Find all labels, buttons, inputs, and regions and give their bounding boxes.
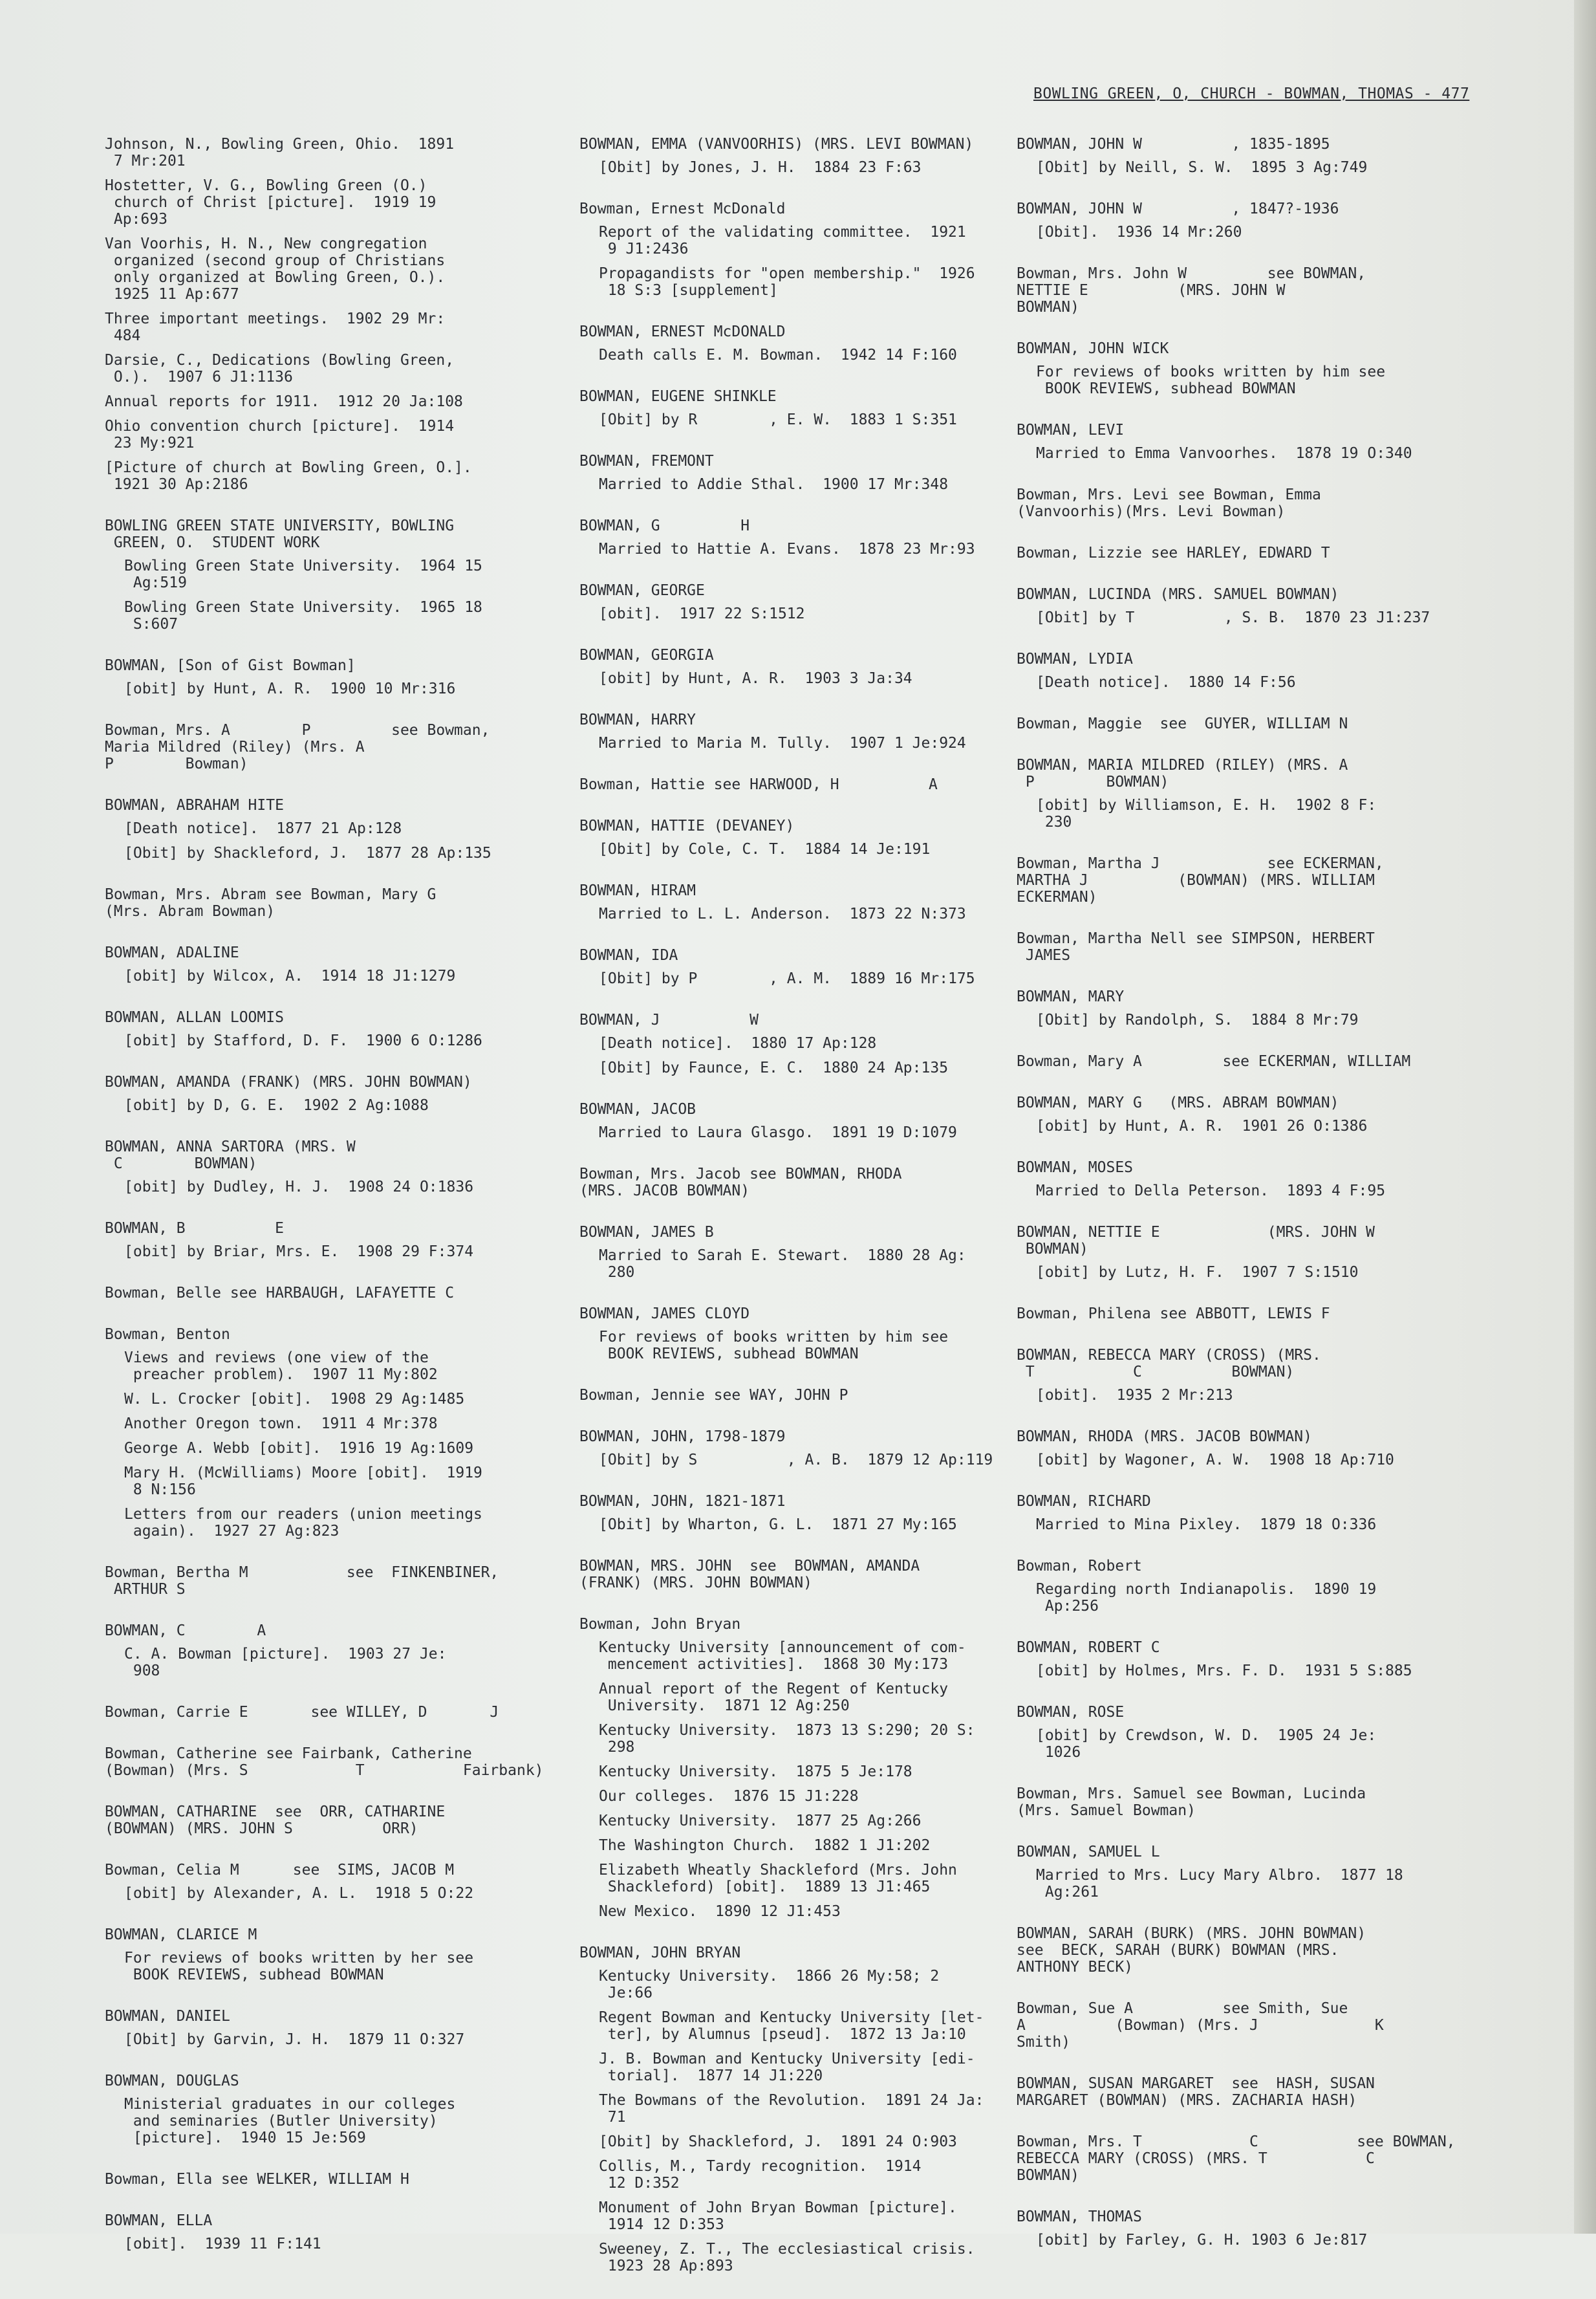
index-entry [105, 944, 545, 985]
index-entry [579, 776, 1006, 793]
entry-heading: BOWMAN, ERNEST McDONALD [579, 323, 786, 340]
entry-heading: BOWMAN, DOUGLAS [105, 2073, 239, 2089]
index-entry [1017, 2000, 1463, 2051]
citation-line: Another Oregon town. 1911 4 Mr:378 [124, 1415, 438, 1432]
citation-line: [Obit] by Randolph, S. 1884 8 Mr:79 [1036, 1012, 1359, 1029]
citation-line: Death calls E. M. Bowman. 1942 14 F:160 [599, 347, 957, 364]
index-entry [579, 518, 1006, 558]
index-entry [579, 201, 1006, 299]
citation-line: Married to Hattie A. Evans. 1878 23 Mr:93 [599, 541, 975, 558]
citation-line: W. L. Crocker [obit]. 1908 29 Ag:1485 [124, 1391, 465, 1408]
citation-line: George A. Webb [obit]. 1916 19 Ag:1609 [124, 1440, 474, 1457]
citation-line: [obit]. 1935 2 Mr:213 [1036, 1387, 1233, 1404]
entry-heading: BOWMAN, ALLAN LOOMIS [105, 1009, 284, 1026]
citation-line: [Obit] by Cole, C. T. 1884 14 Je:191 [599, 841, 931, 858]
citation-line: Bowling Green State University. 1965 18 S:607 [124, 599, 482, 633]
index-entry [1017, 2133, 1463, 2184]
citation-line: Our colleges. 1876 15 J1:228 [599, 1788, 859, 1805]
citation-line: [Picture of church at Bowling Green, O.]. 1921 30 Ap:2186 [105, 459, 472, 493]
index-entry [1017, 201, 1463, 241]
index-entry [105, 722, 545, 772]
citation-line: [Obit]. 1936 14 Mr:260 [1036, 224, 1242, 241]
citation-line: Elizabeth Wheatly Shackleford (Mrs. John Shackleford) [obit]. 1889 13 J1:465 [599, 1862, 957, 1895]
cross-reference: Bowman, Mrs. Jacob see BOWMAN, RHODA (MRS. JACOB BOWMAN) [579, 1166, 902, 1199]
citation-line: [obit] by Farley, G. H. 1903 6 Je:817 [1036, 2232, 1368, 2249]
entry-heading: BOWMAN, JAMES B [579, 1224, 714, 1241]
index-entry [1017, 651, 1463, 691]
index-entry [1017, 855, 1463, 906]
cross-reference: Bowman, Mrs. T C see BOWMAN, REBECCA MARY (CROSS) (MRS. T C BOWMAN) [1017, 2133, 1456, 2184]
citation-line: Regarding north Indianapolis. 1890 19 Ap:256 [1036, 1581, 1377, 1615]
entry-heading: BOWMAN, REBECCA MARY (CROSS) (MRS. T C BOWMAN) [1017, 1347, 1321, 1380]
entry-heading: BOWMAN, RHODA (MRS. JACOB BOWMAN) [1017, 1428, 1312, 1445]
index-entry [105, 2073, 545, 2146]
cross-reference: Bowman, Catherine see Fairbank, Catherine (Bowman) (Mrs. S T Fairbank) [105, 1745, 544, 1779]
cross-reference: BOWMAN, CATHARINE see ORR, CATHARINE (BOWMAN) (MRS. JOHN S ORR) [105, 1803, 446, 1837]
page-header: BOWLING GREEN, O, CHURCH - BOWMAN, THOMAS - 477 [1033, 85, 1470, 102]
citation-line: Regent Bowman and Kentucky University [let- ter], by Alumnus [pseud]. 1872 13 Ja:10 [599, 2009, 984, 2043]
citation-line: [obit] by Dudley, H. J. 1908 24 O:1836 [124, 1179, 474, 1195]
citation-line: [Obit] by Wharton, G. L. 1871 27 My:165 [599, 1516, 957, 1533]
index-entry [1017, 136, 1463, 176]
index-entry [105, 1704, 545, 1721]
citation-line: New Mexico. 1890 12 J1:453 [599, 1903, 841, 1920]
index-entry [1017, 2208, 1463, 2249]
citation-line: [Death notice]. 1877 21 Ap:128 [124, 820, 402, 837]
index-entry [1017, 1558, 1463, 1615]
index-entry [105, 1074, 545, 1114]
entry-heading: BOWMAN, EUGENE SHINKLE [579, 388, 777, 405]
entry-heading: BOWMAN, ANNA SARTORA (MRS. W C BOWMAN) [105, 1139, 356, 1172]
cross-reference: Bowman, Ella see WELKER, WILLIAM H [105, 2171, 409, 2188]
citation-line: Ohio convention church [picture]. 1914 23 My:921 [105, 418, 455, 452]
citation-line: [obit]. 1939 11 F:141 [124, 2236, 321, 2252]
citation-line: [obit]. 1917 22 S:1512 [599, 605, 805, 622]
citation-line: For reviews of books written by him see BOOK REVIEWS, subhead BOWMAN [1036, 364, 1386, 397]
entry-heading: BOWMAN, FREMONT [579, 453, 714, 470]
citation-line: Report of the validating committee. 1921 9 J1:2436 [599, 224, 966, 257]
citation-line: [obit] by Wagoner, A. W. 1908 18 Ap:710 [1036, 1452, 1394, 1468]
index-entry [579, 1493, 1006, 1533]
entry-heading: BOWMAN, LYDIA [1017, 651, 1134, 668]
cross-reference: Bowman, Carrie E see WILLEY, D J [105, 1704, 499, 1721]
citation-line: [Obit] by Shackleford, J. 1891 24 O:903 [599, 2133, 957, 2150]
citation-line: Married to Addie Sthal. 1900 17 Mr:348 [599, 476, 949, 493]
entry-heading: BOWMAN, LEVI [1017, 422, 1125, 439]
citation-line: The Bowmans of the Revolution. 1891 24 Ja: 71 [599, 2092, 984, 2126]
cross-reference: BOWMAN, SARAH (BURK) (MRS. JOHN BOWMAN) see BECK, SARAH (BURK) BOWMAN (MRS. ANTHONY BECK) [1017, 1925, 1366, 1976]
citation-line: Views and reviews (one view of the preacher problem). 1907 11 My:802 [124, 1349, 438, 1383]
cross-reference: Bowman, Sue A see Smith, Sue A (Bowman) (Mrs. J K Smith) [1017, 2000, 1384, 2051]
citation-line: [obit] by Hunt, A. R. 1903 3 Ja:34 [599, 670, 912, 687]
citation-line: Collis, M., Tardy recognition. 1914 12 D:352 [599, 2158, 922, 2192]
citation-line: Johnson, N., Bowling Green, Ohio. 1891 7 Mr:201 [105, 136, 455, 169]
entry-heading: BOWMAN, JOHN W , 1847?-1936 [1017, 201, 1339, 217]
index-entry [579, 1558, 1006, 1591]
entry-heading: Bowman, Ernest McDonald [579, 201, 786, 217]
index-entry [105, 657, 545, 697]
entry-heading: BOWMAN, MARIA MILDRED (RILEY) (MRS. A P BOWMAN) [1017, 757, 1348, 790]
entry-heading: BOWMAN, JOHN WICK [1017, 340, 1169, 357]
citation-line: Sweeney, Z. T., The ecclesiastical crisis. 1923 28 Ap:893 [599, 2241, 975, 2274]
index-entry [105, 136, 545, 493]
index-entry [579, 712, 1006, 752]
index-entry [579, 1305, 1006, 1362]
index-entry [579, 1166, 1006, 1199]
index-entry [1017, 265, 1463, 316]
index-entry [579, 1012, 1006, 1076]
index-entry [1017, 988, 1463, 1029]
citation-line: Married to L. L. Anderson. 1873 22 N:373 [599, 906, 966, 922]
citation-line: [Obit] by T , S. B. 1870 23 J1:237 [1036, 609, 1430, 626]
citation-line: [Obit] by Garvin, J. H. 1879 11 O:327 [124, 2031, 465, 2048]
cross-reference: BOWMAN, MRS. JOHN see BOWMAN, AMANDA (FRANK) (MRS. JOHN BOWMAN) [579, 1558, 920, 1591]
index-entry [105, 1326, 545, 1540]
entry-heading: BOWMAN, AMANDA (FRANK) (MRS. JOHN BOWMAN) [105, 1074, 472, 1091]
citation-line: J. B. Bowman and Kentucky University [edi- torial]. 1877 14 J1:220 [599, 2051, 975, 2084]
index-entry [579, 1945, 1006, 2274]
index-entry [1017, 1159, 1463, 1199]
index-entry [1017, 1224, 1463, 1281]
entry-heading: BOWMAN, MARY [1017, 988, 1125, 1005]
index-entry [579, 947, 1006, 987]
index-entry [1017, 545, 1463, 561]
index-entry [105, 1285, 545, 1302]
entry-heading: BOWMAN, IDA [579, 947, 678, 964]
entry-heading: BOWMAN, JAMES CLOYD [579, 1305, 750, 1322]
citation-line: [obit] by Wilcox, A. 1914 18 J1:1279 [124, 968, 456, 985]
citation-line: Letters from our readers (union meetings again). 1927 27 Ag:823 [124, 1506, 482, 1540]
index-entry [1017, 2075, 1463, 2109]
cross-reference: Bowman, Celia M see SIMS, JACOB M [105, 1862, 455, 1879]
index-entry [1017, 340, 1463, 397]
entry-heading: BOWMAN, JOHN, 1798-1879 [579, 1428, 786, 1445]
index-entry [579, 1428, 1006, 1468]
entry-heading: BOWMAN, ROBERT C [1017, 1639, 1160, 1656]
index-entry [579, 136, 1006, 176]
entry-heading: BOWMAN, ROSE [1017, 1704, 1125, 1721]
index-entry [579, 388, 1006, 428]
index-entry [105, 1926, 545, 1983]
citation-line: [Death notice]. 1880 14 F:56 [1036, 674, 1296, 691]
cross-reference: Bowman, Hattie see HARWOOD, H A [579, 776, 938, 793]
entry-heading: BOWMAN, MARY G (MRS. ABRAM BOWMAN) [1017, 1095, 1339, 1111]
citation-line: Kentucky University. 1873 13 S:290; 20 S: 298 [599, 1722, 975, 1756]
citation-line: [obit] by D, G. E. 1902 2 Ag:1088 [124, 1097, 429, 1114]
citation-line: Three important meetings. 1902 29 Mr: 484 [105, 311, 446, 344]
citation-line: Mary H. (McWilliams) Moore [obit]. 1919 8 N:156 [124, 1465, 482, 1498]
index-entry [1017, 1639, 1463, 1679]
column-2 [579, 136, 1006, 2299]
entry-heading: BOWMAN, JACOB [579, 1101, 696, 1118]
index-entry [1017, 486, 1463, 520]
citation-line: Married to Maria M. Tully. 1907 1 Je:924 [599, 735, 966, 752]
citation-line: Propagandists for "open membership." 1926 18 S:3 [supplement] [599, 265, 975, 299]
index-entry [1017, 1493, 1463, 1533]
index-entry [1017, 1053, 1463, 1070]
citation-line: Darsie, C., Dedications (Bowling Green, O.). 1907 6 J1:1136 [105, 352, 455, 386]
entry-heading: BOWMAN, JOHN W , 1835-1895 [1017, 136, 1330, 153]
cross-reference: Bowman, Jennie see WAY, JOHN P [579, 1387, 848, 1404]
index-entry [105, 1803, 545, 1837]
index-entry [105, 2212, 545, 2252]
entry-heading: BOWMAN, ADALINE [105, 944, 239, 961]
cross-reference: Bowman, Bertha M see FINKENBINER, ARTHUR S [105, 1564, 499, 1598]
entry-heading: Bowman, Robert [1017, 1558, 1142, 1574]
page-edge [1574, 0, 1596, 2234]
entry-heading: BOWMAN, B E [105, 1220, 284, 1237]
index-entry [105, 1745, 545, 1779]
index-entry [105, 2171, 545, 2188]
entry-heading: BOWMAN, HARRY [579, 712, 696, 728]
index-entry [579, 453, 1006, 493]
citation-line: C. A. Bowman [picture]. 1903 27 Je: 908 [124, 1646, 447, 1679]
entry-heading: BOWMAN, HATTIE (DEVANEY) [579, 818, 795, 834]
citation-line: Annual reports for 1911. 1912 20 Ja:108 [105, 393, 463, 410]
citation-line: Annual report of the Regent of Kentucky University. 1871 12 Ag:250 [599, 1681, 949, 1714]
cross-reference: BOWMAN, SUSAN MARGARET see HASH, SUSAN MARGARET (BOWMAN) (MRS. ZACHARIA HASH) [1017, 2075, 1375, 2109]
citation-line: [obit] by Alexander, A. L. 1918 5 O:22 [124, 1885, 474, 1902]
citation-line: [Obit] by R , E. W. 1883 1 S:351 [599, 411, 957, 428]
entry-heading: BOWMAN, SAMUEL L [1017, 1844, 1160, 1860]
index-entry [579, 323, 1006, 364]
column-1 [105, 136, 545, 2277]
entry-heading: BOWMAN, JOHN BRYAN [579, 1945, 741, 1961]
entry-heading: BOWMAN, LUCINDA (MRS. SAMUEL BOWMAN) [1017, 586, 1339, 603]
index-entry [1017, 1844, 1463, 1901]
index-entry [1017, 757, 1463, 831]
cross-reference: Bowman, Martha J see ECKERMAN, MARTHA J (BOWMAN) (MRS. WILLIAM ECKERMAN) [1017, 855, 1384, 906]
index-entry [579, 1224, 1006, 1281]
citation-line: [obit] by Holmes, Mrs. F. D. 1931 5 S:885 [1036, 1662, 1412, 1679]
citation-line: [obit] by Lutz, H. F. 1907 7 S:1510 [1036, 1264, 1359, 1281]
index-entry [1017, 930, 1463, 964]
citation-line: [obit] by Williamson, E. H. 1902 8 F: 230 [1036, 797, 1377, 831]
index-entry [579, 1387, 1006, 1404]
entry-heading: Bowman, John Bryan [579, 1616, 741, 1633]
index-entry [579, 818, 1006, 858]
citation-line: [obit] by Hunt, A. R. 1900 10 Mr:316 [124, 681, 456, 697]
cross-reference: Bowman, Maggie see GUYER, WILLIAM N [1017, 715, 1348, 732]
citation-line: [obit] by Briar, Mrs. E. 1908 29 F:374 [124, 1243, 474, 1260]
index-entry [1017, 422, 1463, 462]
entry-heading: Bowman, Benton [105, 1326, 230, 1343]
citation-line: Kentucky University. 1866 26 My:58; 2 Je:66 [599, 1968, 940, 2001]
index-entry [1017, 586, 1463, 626]
citation-line: [Obit] by Neill, S. W. 1895 3 Ag:749 [1036, 159, 1368, 176]
column-3 [1017, 136, 1463, 2273]
entry-heading: BOWMAN, HIRAM [579, 882, 696, 899]
index-entry [1017, 1704, 1463, 1761]
entry-heading: BOWMAN, NETTIE E (MRS. JOHN W BOWMAN) [1017, 1224, 1375, 1258]
entry-heading: BOWMAN, J W [579, 1012, 759, 1029]
entry-heading: BOWMAN, C A [105, 1622, 266, 1639]
citation-line: Married to Della Peterson. 1893 4 F:95 [1036, 1182, 1386, 1199]
index-entry [105, 2008, 545, 2048]
index-entry [1017, 1428, 1463, 1468]
citation-line: For reviews of books written by him see BOOK REVIEWS, subhead BOWMAN [599, 1329, 949, 1362]
index-entry [1017, 1347, 1463, 1404]
citation-line: The Washington Church. 1882 1 J1:202 [599, 1837, 931, 1854]
citation-line: [obit] by Crewdson, W. D. 1905 24 Je: 1026 [1036, 1727, 1377, 1761]
index-entry [579, 1616, 1006, 1920]
citation-line: Married to Emma Vanvoorhes. 1878 19 O:340 [1036, 445, 1412, 462]
index-entry [105, 1622, 545, 1679]
cross-reference: Bowman, Mrs. Samuel see Bowman, Lucinda (Mrs. Samuel Bowman) [1017, 1785, 1366, 1819]
index-entry [105, 518, 545, 633]
index-entry [105, 1139, 545, 1195]
citation-line: Kentucky University [announcement of com- mencement activities]. 1868 30 My:173 [599, 1639, 966, 1673]
cross-reference: Bowman, Mrs. Abram see Bowman, Mary G (Mrs. Abram Bowman) [105, 886, 437, 920]
citation-line: Married to Mina Pixley. 1879 18 O:336 [1036, 1516, 1377, 1533]
entry-heading: BOWMAN, CLARICE M [105, 1926, 257, 1943]
index-entry [1017, 1305, 1463, 1322]
cross-reference: Bowman, Mary A see ECKERMAN, WILLIAM [1017, 1053, 1411, 1070]
citation-line: For reviews of books written by her see BOOK REVIEWS, subhead BOWMAN [124, 1950, 474, 1983]
cross-reference: Bowman, Lizzie see HARLEY, EDWARD T [1017, 545, 1330, 561]
cross-reference: Bowman, Philena see ABBOTT, LEWIS F [1017, 1305, 1330, 1322]
citation-line: Married to Laura Glasgo. 1891 19 D:1079 [599, 1124, 957, 1141]
entry-heading: BOWMAN, EMMA (VANVOORHIS) (MRS. LEVI BOWMAN) [579, 136, 974, 153]
citation-line: Kentucky University. 1875 5 Je:178 [599, 1763, 912, 1780]
cross-reference: Bowman, Mrs. John W see BOWMAN, NETTIE E (MRS. JOHN W BOWMAN) [1017, 265, 1366, 316]
entry-heading: BOWMAN, ELLA [105, 2212, 213, 2229]
entry-heading: BOWMAN, THOMAS [1017, 2208, 1142, 2225]
entry-heading: BOWMAN, RICHARD [1017, 1493, 1151, 1510]
citation-line: Van Voorhis, H. N., New congregation organized (second group of Christians only organized at Bowling Green, O.). 1925 11 Ap:677 [105, 235, 446, 303]
citation-line: [obit] by Stafford, D. F. 1900 6 O:1286 [124, 1032, 482, 1049]
index-entry [579, 1101, 1006, 1141]
index-entry [105, 1009, 545, 1049]
entry-heading: BOWMAN, GEORGE [579, 582, 705, 599]
entry-heading: BOWMAN, [Son of Gist Bowman] [105, 657, 356, 674]
index-entry [105, 886, 545, 920]
citation-line: Ministerial graduates in our colleges and seminaries (Butler University) [picture]. 1940 15 Je:569 [124, 2096, 456, 2146]
entry-heading: BOWMAN, JOHN, 1821-1871 [579, 1493, 786, 1510]
cross-reference: Bowman, Martha Nell see SIMPSON, HERBERT JAMES [1017, 930, 1375, 964]
entry-heading: BOWMAN, MOSES [1017, 1159, 1134, 1176]
entry-heading: BOWMAN, G H [579, 518, 750, 534]
index-entry [105, 1564, 545, 1598]
citation-line: [Obit] by S , A. B. 1879 12 Ap:119 [599, 1452, 993, 1468]
index-entry [105, 1220, 545, 1260]
index-entry [579, 582, 1006, 622]
entry-heading: BOWMAN, GEORGIA [579, 647, 714, 664]
entry-heading: BOWMAN, ABRAHAM HITE [105, 797, 284, 814]
citation-line: Married to Sarah E. Stewart. 1880 28 Ag: 280 [599, 1247, 966, 1281]
index-entry [105, 1862, 545, 1902]
index-entry [1017, 1925, 1463, 1976]
entry-heading: BOWLING GREEN STATE UNIVERSITY, BOWLING GREEN, O. STUDENT WORK [105, 518, 455, 551]
cross-reference: Bowman, Mrs. Levi see Bowman, Emma (Vanvoorhis)(Mrs. Levi Bowman) [1017, 486, 1321, 520]
citation-line: Hostetter, V. G., Bowling Green (O.) church of Christ [picture]. 1919 19 Ap:693 [105, 177, 437, 228]
index-entry [1017, 715, 1463, 732]
index-entry [579, 882, 1006, 922]
citation-line: Monument of John Bryan Bowman [picture]. 1914 12 D:353 [599, 2199, 957, 2233]
citation-line: Bowling Green State University. 1964 15 Ag:519 [124, 558, 482, 591]
entry-heading: BOWMAN, DANIEL [105, 2008, 230, 2025]
citation-line: Kentucky University. 1877 25 Ag:266 [599, 1813, 922, 1829]
index-entry [579, 647, 1006, 687]
citation-line: Married to Mrs. Lucy Mary Albro. 1877 18 Ag:261 [1036, 1867, 1403, 1901]
citation-line: [Death notice]. 1880 17 Ap:128 [599, 1035, 877, 1052]
cross-reference: Bowman, Belle see HARBAUGH, LAFAYETTE C [105, 1285, 455, 1302]
citation-line: [Obit] by Faunce, E. C. 1880 24 Ap:135 [599, 1060, 949, 1076]
index-entry [1017, 1785, 1463, 1819]
citation-line: [Obit] by Shackleford, J. 1877 28 Ap:135 [124, 845, 491, 862]
citation-line: [obit] by Hunt, A. R. 1901 26 O:1386 [1036, 1118, 1368, 1135]
index-entry [1017, 1095, 1463, 1135]
cross-reference: Bowman, Mrs. A P see Bowman, Maria Mildred (Riley) (Mrs. A P Bowman) [105, 722, 490, 772]
citation-line: [Obit] by Jones, J. H. 1884 23 F:63 [599, 159, 922, 176]
citation-line: [Obit] by P , A. M. 1889 16 Mr:175 [599, 970, 975, 987]
index-entry [105, 797, 545, 862]
